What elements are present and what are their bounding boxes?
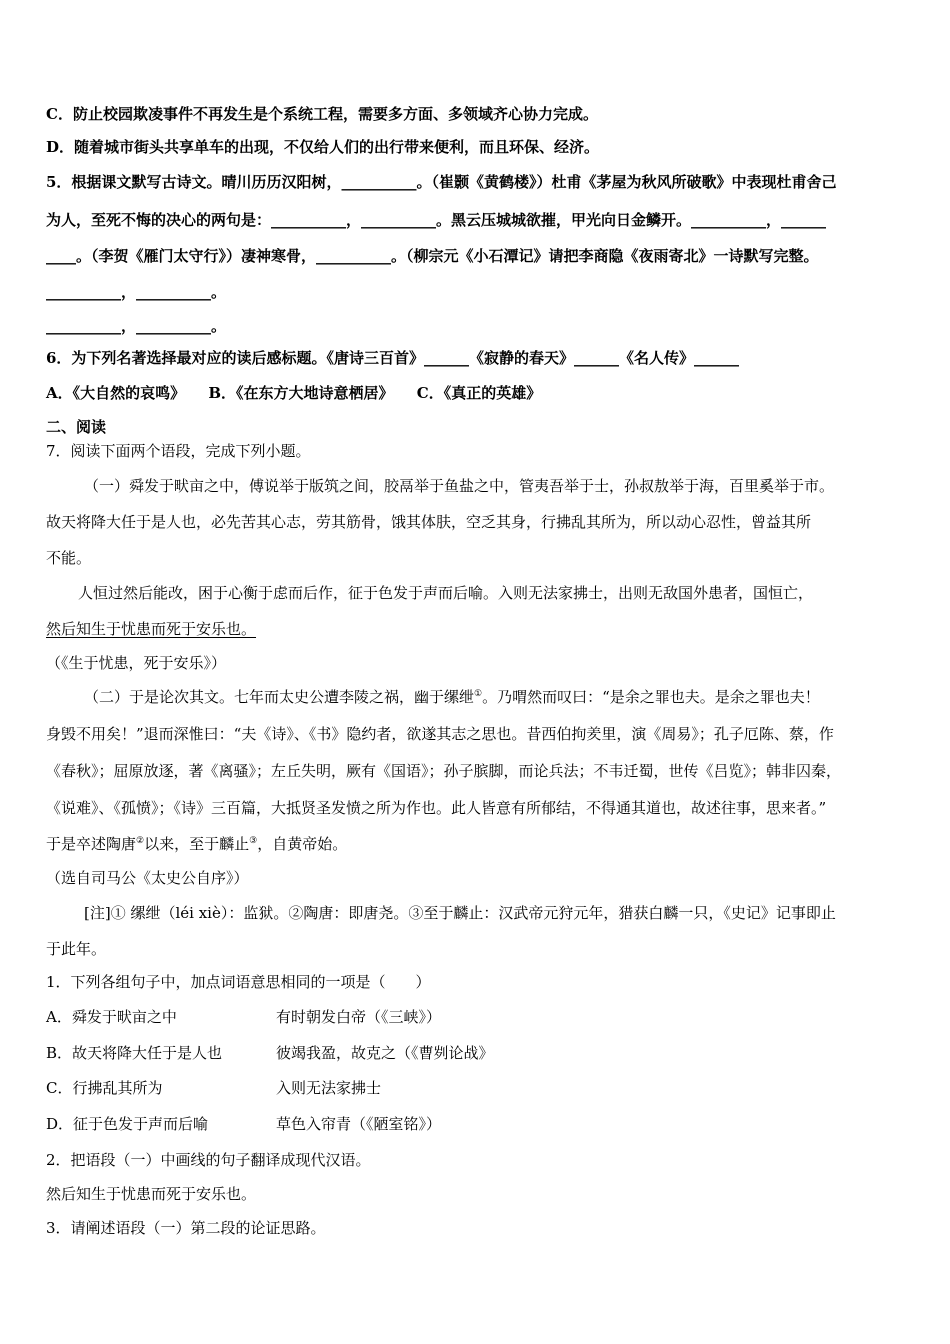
sub-question-2: 2．把语段（一）中画线的句子翻译成现代汉语。 — [46, 1151, 371, 1169]
passage-2-text-a: （二）于是论次其文。七年而太史公遭李陵之祸，幽于缧绁 — [84, 688, 475, 706]
q6-option-a: A．《大自然的哀鸣》 — [46, 384, 186, 402]
question-5-line-1: 5．根据课文默写古诗文。晴川历历汉阳树，__________。（崔颢《黄鹤楼》）杜甫《茅屋为秋风所破歌》中表现杜甫舍己 — [46, 173, 837, 191]
q6-option-c: C．《真正的英雄》 — [416, 384, 542, 402]
passage-1-source: （《生于忧患，死于安乐》） — [46, 654, 227, 672]
passage-1-line-1: （一）舜发于畎亩之中，傅说举于版筑之间，胶鬲举于鱼盐之中，管夷吾举于士，孙叔敖举于海，百里奚举于市。 — [84, 477, 835, 495]
question-5-line-2: 为人，至死不悔的决心的两句是：__________，__________。黑云压城城欲摧，甲光向日金鳞开。__________，______ — [46, 211, 827, 229]
passage-2-line-1 — [84, 687, 820, 707]
passage-2-line-4: 《说难》、《孤愤》；《诗》三百篇，大抵贤圣发愤之所为作也。此人皆意有所郁结，不得通其道也，故述往事，思来者。” — [46, 799, 827, 817]
choice-row-c — [46, 1078, 906, 1098]
question-5-line-3: ____。（李贺《雁门太守行》）凄神寒骨，__________。（柳宗元《小石潭记》请把李商隐《夜雨寄北》一诗默写完整。 — [46, 247, 819, 265]
choice-row-d — [46, 1114, 906, 1134]
question-6: 6．为下列名著选择最对应的读后感标题。《唐诗三百首》______《寂静的春天》______《名人传》______ — [46, 349, 739, 367]
footnote-marker-3: ③ — [249, 836, 258, 846]
choice-d-left: D．征于色发于声而后喻 — [46, 1115, 209, 1133]
choice-c-right: 入则无法家拂士 — [276, 1079, 382, 1097]
choice-b-left: B．故天将降大任于是人也 — [46, 1044, 223, 1062]
q6-option-b: B．《在东方大地诗意栖居》 — [208, 384, 394, 402]
footnote-marker-1: ① — [474, 689, 483, 699]
passage-2-line-3: 《春秋》；屈原放逐，著《离骚》；左丘失明，厥有《国语》；孙子膑脚，而论兵法；不韦迁蜀，世传《吕览》；韩非囚秦， — [46, 762, 842, 780]
passage-1-underlined-sentence: 然后知生于忧患而死于安乐也。 — [46, 620, 257, 638]
section-heading-reading: 二、阅读 — [46, 418, 107, 436]
question-7: 7．阅读下面两个语段，完成下列小题。 — [46, 442, 311, 460]
choice-b-right: 彼竭我盈，故克之（《曹刿论战》 — [276, 1044, 494, 1062]
choice-a-left: A．舜发于畎亩之中 — [46, 1008, 177, 1026]
sub-question-2-sentence: 然后知生于忧患而死于安乐也。 — [46, 1185, 257, 1203]
passage-1-line-3: 不能。 — [46, 549, 92, 567]
sub-question-1: 1．下列各组句子中，加点词语意思相同的一项是（ ） — [46, 973, 431, 991]
choice-row-b — [46, 1043, 906, 1063]
option-c-sentence: C．防止校园欺凌事件不再发生是个系统工程，需要多方面、多领域齐心协力完成。 — [46, 105, 598, 123]
footnote-marker-2: ② — [136, 836, 145, 846]
passage-2-line-5 — [46, 834, 347, 854]
annotation-line-1: [注]① 缧绁（léi xiè）：监狱。②陶唐：即唐尧。③至于麟止：汉武帝元狩元年，猎获白麟一只，《史记》记事即止 — [84, 904, 836, 922]
question-6-options — [46, 383, 541, 403]
passage-2-line-2: 身毁不用矣！”退而深惟曰：“夫《诗》、《书》隐约者，欲遂其志之思也。昔西伯拘羑里，演《周易》；孔子厄陈、蔡，作 — [46, 725, 834, 743]
answer-blank-line-1: __________，__________。 — [46, 283, 227, 301]
choice-row-a — [46, 1007, 906, 1027]
choice-a-right: 有时朝发白帝（《三峡》） — [276, 1008, 442, 1026]
annotation-line-2: 于此年。 — [46, 940, 107, 958]
passage-2-source: （选自司马公《太史公自序》） — [46, 869, 249, 887]
passage-2-text-e: ，自黄帝始。 — [257, 835, 348, 853]
passage-2-text-d: 以来，至于麟止 — [144, 835, 250, 853]
passage-1-line-4: 人恒过然后能改，困于心衡于虑而后作，征于色发于声而后喻。入则无法家拂士，出则无敌国外患者，国恒亡， — [78, 584, 814, 602]
choice-c-left: C．行拂乱其所为 — [46, 1079, 163, 1097]
passage-1-line-2: 故天将降大任于是人也，必先苦其心志，劳其筋骨，饿其体肤，空乏其身，行拂乱其所为，所以动心忍性，曾益其所 — [46, 513, 812, 531]
sub-question-3: 3．请阐述语段（一）第二段的论证思路。 — [46, 1219, 326, 1237]
passage-2-text-b: 。乃喟然而叹曰：“是余之罪也夫。是余之罪也夫！ — [482, 688, 820, 706]
option-d-sentence: D．随着城市街头共享单车的出现，不仅给人们的出行带来便利，而且环保、经济。 — [46, 138, 600, 156]
answer-blank-line-2: __________，__________。 — [46, 317, 227, 335]
choice-d-right: 草色入帘青（《陋室铭》） — [276, 1115, 442, 1133]
passage-2-text-c: 于是卒述陶唐 — [46, 835, 137, 853]
